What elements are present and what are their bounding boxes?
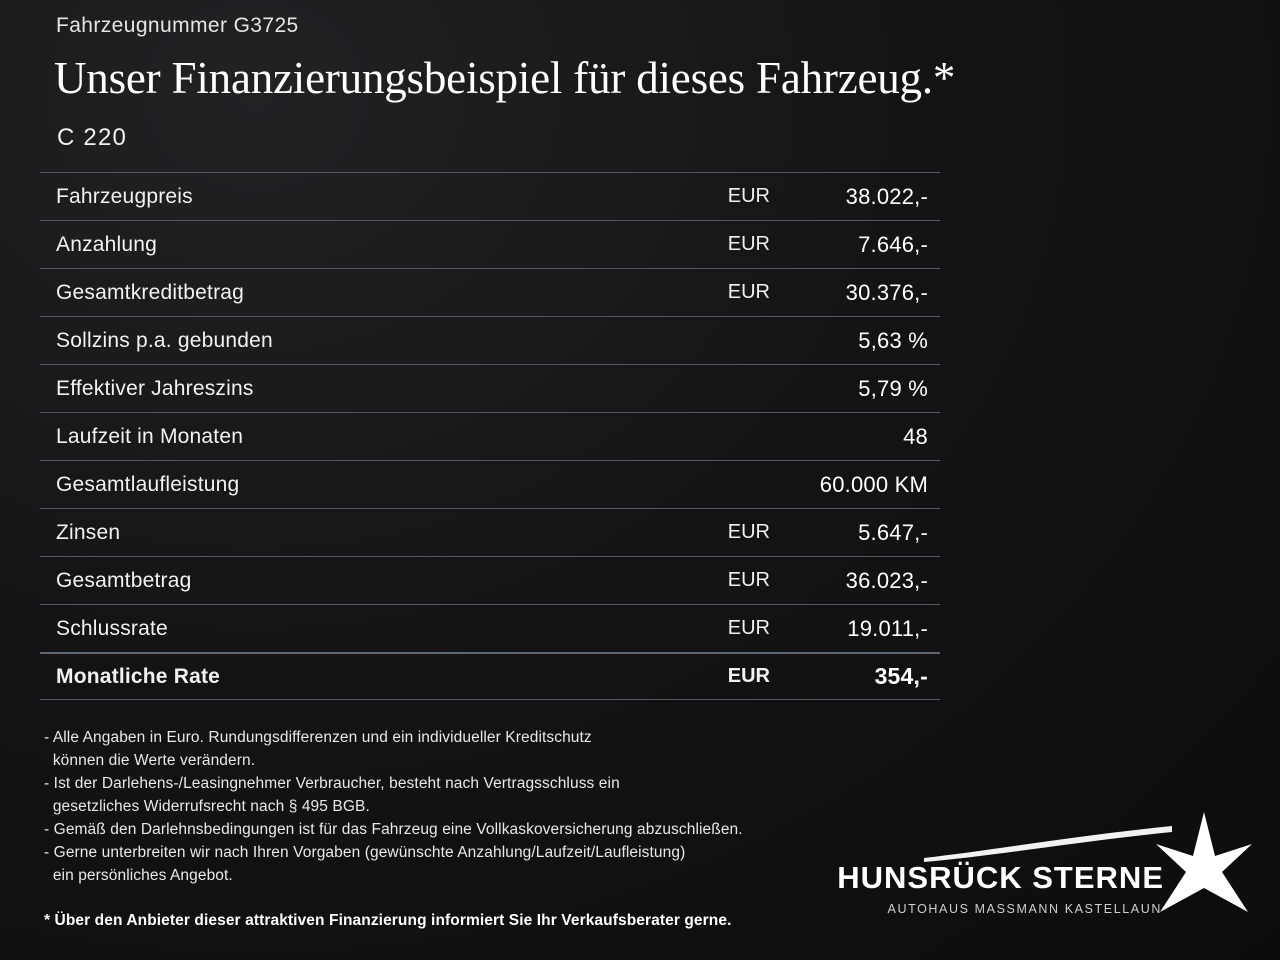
row-value: 38.022,- [845, 183, 928, 209]
row-label: Monatliche Rate [56, 664, 221, 688]
footnote: * Über den Anbieter dieser attraktiven Finanzierung informiert Sie Ihr Verkaufsberater gerne. [44, 912, 732, 929]
legal-notes [44, 726, 924, 887]
note-line: - Ist der Darlehens-/Leasingnehmer Verbraucher, besteht nach Vertragsschluss ein [44, 775, 620, 792]
financing-table [40, 172, 940, 700]
table-row-monthly-rate [40, 652, 940, 700]
note-line: können die Werte verändern. [44, 752, 256, 769]
row-label: Laufzeit in Monaten [56, 424, 244, 448]
note-line: gesetzliches Widerrufsrecht nach § 495 BGB. [44, 798, 370, 815]
row-currency: EUR [727, 665, 770, 687]
page-title: Unser Finanzierungsbeispiel für dieses Fahrzeug.* [54, 53, 956, 103]
table-row [40, 412, 940, 460]
row-label: Gesamtlaufleistung [56, 472, 240, 496]
vehicle-number: Fahrzeugnummer G3725 [56, 14, 299, 37]
row-value: 5,63 % [858, 327, 928, 353]
vehicle-model: C 220 [57, 124, 128, 151]
note-line: - Alle Angaben in Euro. Rundungsdifferenzen und ein individueller Kreditschutz [44, 729, 592, 746]
row-value: 60.000 KM [819, 471, 928, 497]
row-label: Gesamtkreditbetrag [56, 280, 245, 304]
row-currency: EUR [727, 617, 770, 639]
row-label: Anzahlung [56, 232, 158, 256]
row-value: 36.023,- [845, 567, 928, 593]
table-row [40, 316, 940, 364]
row-label: Sollzins p.a. gebunden [56, 328, 273, 352]
table-row [40, 172, 940, 220]
table-row [40, 460, 940, 508]
table-row [40, 508, 940, 556]
table-row [40, 364, 940, 412]
row-value: 5.647,- [858, 519, 928, 545]
row-currency: EUR [727, 281, 770, 303]
note-line: - Gemäß den Darlehnsbedingungen ist für das Fahrzeug eine Vollkaskoversicherung abzuschließen. [44, 821, 743, 838]
table-row [40, 604, 940, 652]
swoosh-icon [924, 824, 1174, 864]
row-label: Effektiver Jahreszins [56, 376, 254, 400]
row-currency: EUR [727, 569, 770, 591]
row-label: Gesamtbetrag [56, 568, 192, 592]
row-value: 48 [903, 423, 928, 449]
row-currency: EUR [727, 233, 770, 255]
row-label: Fahrzeugpreis [56, 184, 193, 208]
table-row [40, 268, 940, 316]
dealer-subtitle: AUTOHAUS MASSMANN KASTELLAUN [887, 902, 1162, 916]
dealer-name: HUNSRÜCK STERNE [837, 860, 1164, 895]
row-currency: EUR [727, 185, 770, 207]
dealer-logo [837, 814, 1252, 934]
row-value: 19.011,- [847, 615, 928, 641]
table-row [40, 556, 940, 604]
row-value: 7.646,- [858, 231, 928, 257]
row-value: 30.376,- [845, 279, 928, 305]
table-row [40, 220, 940, 268]
row-value: 354,- [874, 663, 928, 689]
star-icon [1156, 812, 1252, 924]
row-label: Schlussrate [56, 616, 168, 640]
row-label: Zinsen [56, 520, 121, 544]
row-currency: EUR [727, 521, 770, 543]
note-line: ein persönliches Angebot. [44, 867, 233, 884]
note-line: - Gerne unterbreiten wir nach Ihren Vorgaben (gewünschte Anzahlung/Laufzeit/Laufleistung) [44, 844, 686, 861]
row-value: 5,79 % [858, 375, 928, 401]
